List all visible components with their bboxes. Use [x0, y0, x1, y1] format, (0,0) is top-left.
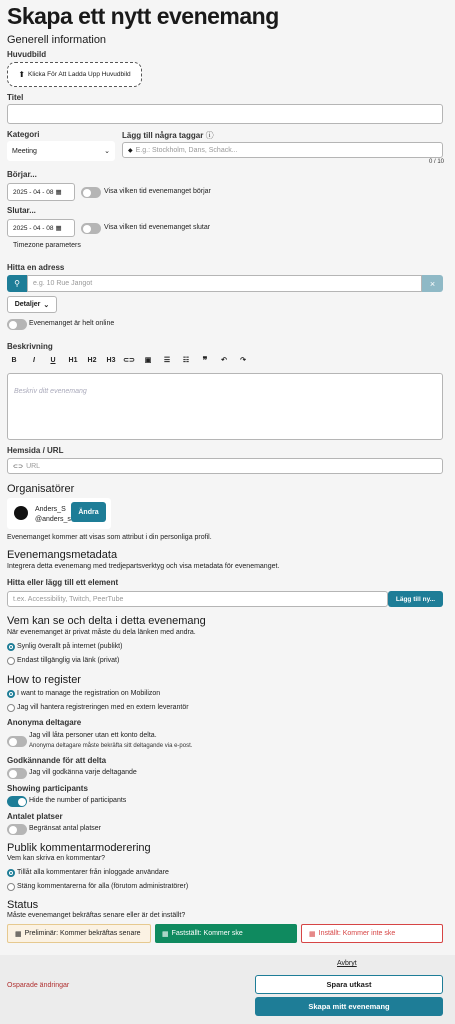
tags-placeholder: E.g.: Stockholm, Dans, Schack...	[135, 146, 238, 154]
website-input[interactable]	[7, 458, 443, 474]
link-icon[interactable]: ⊂⊃	[123, 357, 135, 364]
status-description: Måste evenemanget bekräftas senare eller är det inställt?	[7, 912, 186, 919]
chevron-down-icon: ⌄	[104, 148, 110, 155]
upload-banner-label: Klicka För Att Ladda Upp Huvudbild	[28, 71, 131, 78]
organizers-heading: Organisatörer	[7, 483, 75, 495]
start-time-toggle[interactable]	[81, 187, 101, 198]
tags-input[interactable]	[122, 142, 443, 158]
hide-participants-toggle[interactable]	[7, 796, 27, 807]
general-heading: Generell information	[7, 34, 107, 46]
status-confirmed-label: Fastställt: Kommer ske	[171, 930, 243, 937]
chevron-down-icon: ⌄	[43, 301, 50, 309]
comments-close-radio[interactable]	[7, 883, 15, 891]
change-organizer-button[interactable]: Ändra	[71, 502, 106, 522]
italic-button[interactable]: I	[33, 356, 35, 364]
description-editor[interactable]	[7, 373, 443, 440]
visibility-description: När evenemanget är privat måste du dela länken med andra.	[7, 629, 196, 636]
metadata-search-input[interactable]	[7, 591, 388, 607]
ordered-list-icon[interactable]: ☷	[182, 357, 190, 364]
comments-description: Vem kan skriva en kommentar?	[7, 855, 106, 862]
metadata-search-placeholder: t.ex. Accessibility, Twitch, PeerTube	[13, 595, 124, 603]
tags-label-text: Lägg till några taggar	[122, 131, 204, 140]
redo-icon[interactable]: ↷	[240, 357, 246, 364]
description-label: Beskrivning	[7, 342, 53, 351]
calendar-x-icon: ▦	[309, 930, 316, 938]
approval-toggle-label: Jag vill godkänna varje deltagande	[29, 769, 137, 776]
approval-toggle[interactable]	[7, 768, 27, 779]
visibility-heading: Vem kan se och delta i detta evenemang	[7, 615, 206, 627]
upload-banner-button[interactable]	[7, 62, 142, 87]
end-time-toggle-label: Visa vilken tid evenemanget slutar	[104, 224, 211, 231]
comments-allow-label: Tillåt alla kommentarer från inloggade användare	[17, 869, 169, 876]
hide-participants-label: Hide the number of participants	[29, 797, 127, 804]
end-date-value: 2025 - 04 - 08	[13, 224, 54, 232]
category-label: Kategori	[7, 130, 40, 139]
visibility-private-label: Endast tillgänglig via länk (privat)	[17, 657, 120, 664]
register-external-label: Jag vill hantera registreringen med en extern leverantör	[17, 704, 189, 711]
participants-label: Showing participants	[7, 784, 88, 793]
undo-icon[interactable]: ↶	[221, 357, 227, 364]
anonymous-note: Anonyma deltagare måste bekräfta sitt deltagande via e-post.	[29, 743, 193, 749]
anonymous-label: Anonyma deltagare	[7, 718, 82, 727]
comments-allow-radio[interactable]	[7, 869, 15, 877]
avatar	[14, 506, 28, 520]
register-external-radio[interactable]	[7, 704, 15, 712]
link-icon: ⊂⊃	[13, 463, 24, 470]
visibility-public-radio[interactable]	[7, 643, 15, 651]
category-select[interactable]	[7, 141, 115, 161]
status-heading: Status	[7, 899, 39, 911]
organizer-card	[7, 498, 111, 529]
organizer-handle: @anders_s	[35, 516, 71, 523]
end-date-input[interactable]	[7, 219, 75, 237]
start-label: Börjar...	[7, 170, 37, 179]
end-label: Slutar...	[7, 206, 36, 215]
website-label: Hemsida / URL	[7, 446, 64, 455]
save-draft-button[interactable]: Spara utkast	[255, 975, 443, 994]
clear-address-button[interactable]	[422, 275, 443, 292]
online-toggle[interactable]	[7, 319, 27, 330]
description-placeholder: Beskriv ditt evenemang	[14, 388, 87, 395]
create-event-button[interactable]: Skapa mitt evenemang	[255, 997, 443, 1016]
title-input[interactable]	[7, 104, 443, 124]
bullet-list-icon[interactable]: ☰	[163, 357, 171, 364]
upload-icon: ⬆	[18, 70, 26, 79]
start-date-value: 2025 - 04 - 08	[13, 188, 54, 196]
quote-icon[interactable]: ❞	[202, 354, 208, 365]
calendar-check-icon: ▦	[162, 930, 169, 938]
bold-button[interactable]: B	[11, 356, 17, 364]
tags-counter: 0 / 10	[429, 159, 445, 165]
status-cancelled-label: Inställt: Kommer inte ske	[318, 930, 396, 937]
help-icon: ⓘ	[205, 131, 214, 140]
metadata-search-label: Hitta eller lägg till ett element	[7, 578, 119, 587]
page-title: Skapa ett nytt evenemang	[7, 3, 279, 29]
register-mobilizon-radio[interactable]	[7, 690, 15, 698]
tags-label	[122, 130, 214, 141]
underline-button[interactable]: U	[50, 356, 56, 364]
comments-close-label: Stäng kommentarerna för alla (förutom administratörer)	[17, 883, 189, 890]
heading2-button[interactable]: H2	[87, 356, 97, 364]
capacity-label: Antalet platser	[7, 812, 63, 821]
address-label: Hitta en adress	[7, 263, 65, 272]
unsaved-changes-label: Osparade ändringar	[7, 982, 70, 989]
start-time-toggle-label: Visa vilken tid evenemanget börjar	[104, 188, 211, 195]
status-confirmed-button[interactable]	[155, 924, 297, 943]
cancel-link[interactable]: Avbryt	[337, 960, 357, 967]
heading3-button[interactable]: H3	[106, 356, 116, 364]
banner-label: Huvudbild	[7, 50, 47, 59]
end-time-toggle[interactable]	[81, 223, 101, 234]
register-heading: How to register	[7, 674, 81, 686]
location-pin-icon: ⚲	[7, 275, 27, 292]
calendar-icon: ▦	[15, 930, 22, 938]
timezone-button[interactable]: Timezone parameters	[13, 242, 81, 249]
online-toggle-label: Evenemanget är helt online	[29, 320, 115, 327]
tag-icon: ◆	[128, 147, 133, 154]
address-placeholder: e.g. 10 Rue Jangot	[33, 280, 93, 287]
register-mobilizon-label: I want to manage the registration on Mobilizon	[17, 690, 161, 697]
metadata-description: Integrera detta evenemang med tredjepartsverktyg och visa metadata för evenemanget.	[7, 563, 280, 570]
title-label: Titel	[7, 93, 24, 102]
image-icon[interactable]: ▣	[144, 357, 152, 364]
calendar-icon: ▦	[55, 189, 62, 196]
details-label: Detaljer	[14, 301, 41, 308]
start-date-input[interactable]	[7, 183, 75, 201]
add-metadata-button[interactable]: Lägg till ny...	[388, 591, 443, 607]
approval-label: Godkännande för att delta	[7, 756, 107, 765]
address-input[interactable]	[27, 275, 422, 292]
capacity-toggle-label: Begränsat antal platser	[29, 825, 101, 832]
calendar-icon: ▦	[55, 225, 62, 232]
organizer-name: Anders_S	[35, 506, 66, 513]
visibility-public-label: Synlig överallt på internet (publikt)	[17, 643, 123, 650]
metadata-heading: Evenemangsmetadata	[7, 549, 118, 561]
category-value: Meeting	[12, 147, 37, 155]
organizer-note: Evenemanget kommer att visas som attribut i din personliga profil.	[7, 534, 212, 541]
comments-heading: Publik kommentarmoderering	[7, 842, 151, 854]
details-button[interactable]	[7, 296, 57, 313]
status-cancelled-button[interactable]	[301, 924, 443, 943]
website-placeholder: URL	[26, 462, 41, 470]
status-tentative-button[interactable]	[7, 924, 151, 943]
anonymous-toggle-label: Jag vill låta personer utan ett konto delta.	[29, 732, 157, 739]
capacity-toggle[interactable]	[7, 824, 27, 835]
heading1-button[interactable]: H1	[68, 356, 78, 364]
close-icon: ×	[429, 278, 436, 289]
anonymous-toggle[interactable]	[7, 736, 27, 747]
visibility-private-radio[interactable]	[7, 657, 15, 665]
status-tentative-label: Preliminär: Kommer bekräftas senare	[24, 930, 141, 937]
